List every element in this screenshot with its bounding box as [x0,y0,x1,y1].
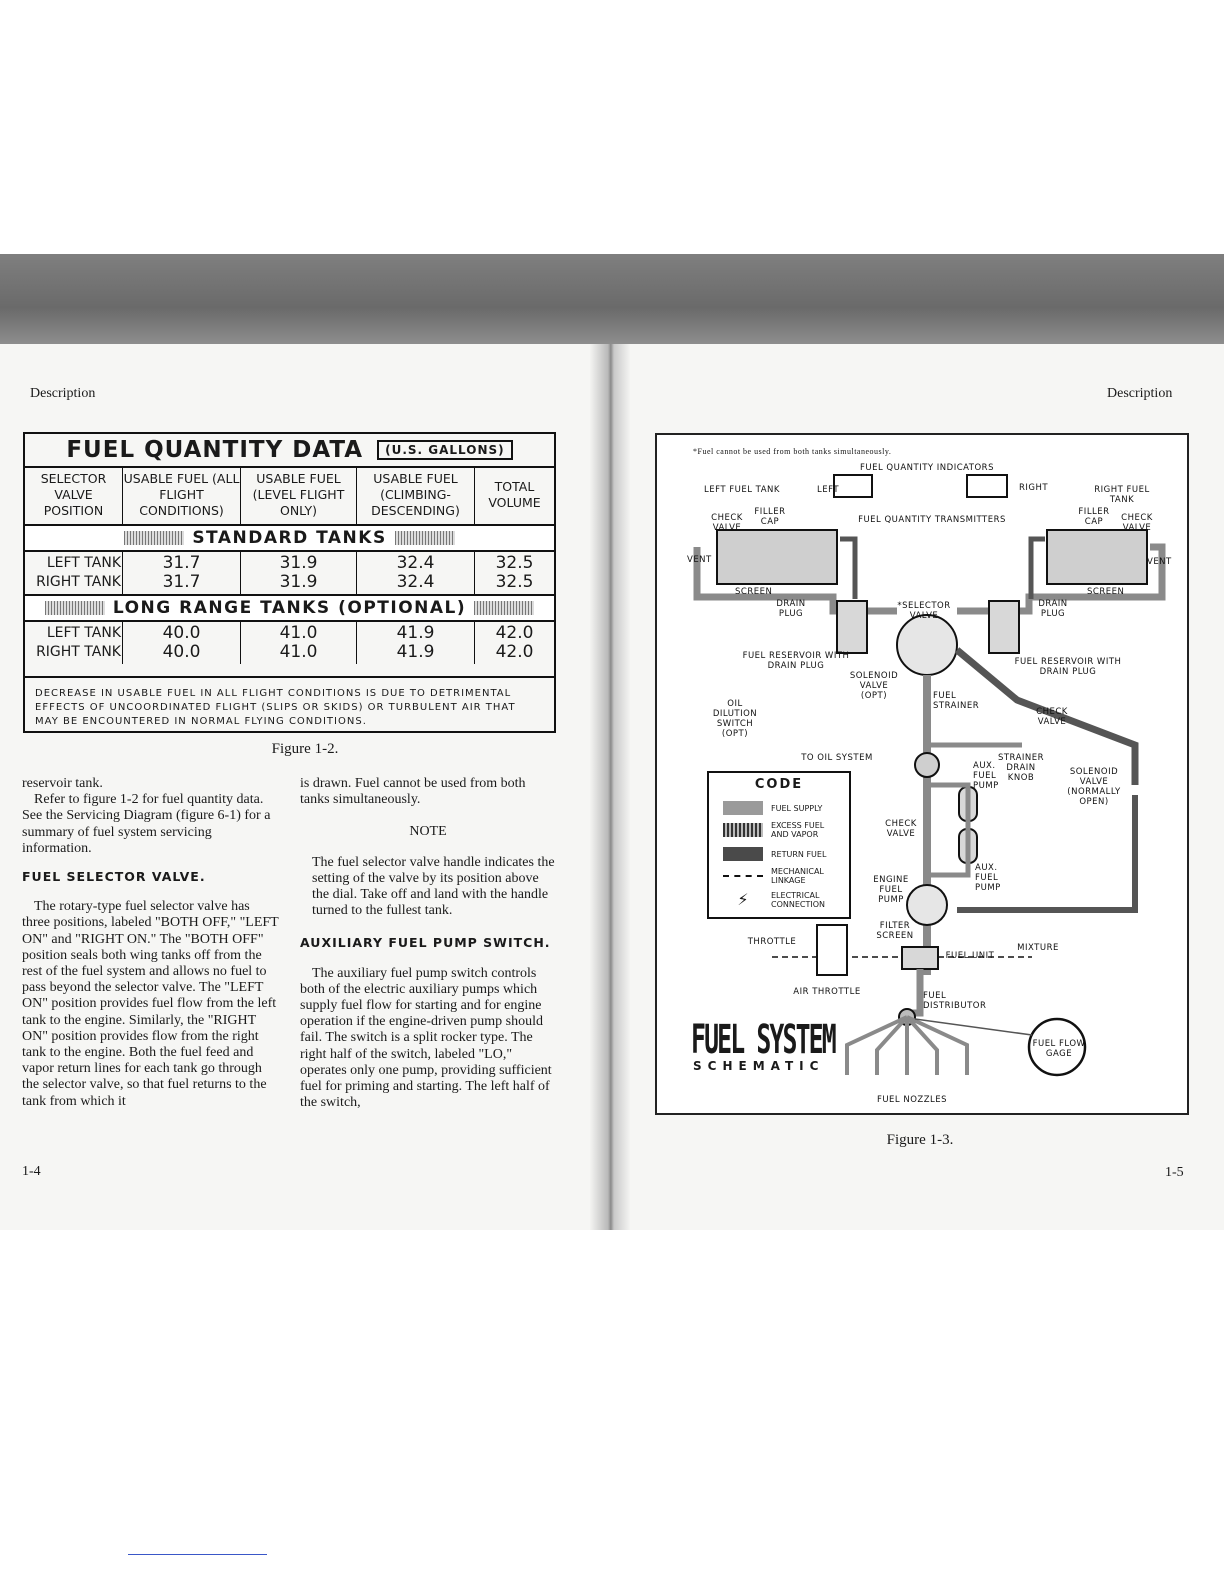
label-vent-right: VENT [1147,557,1172,567]
label-filler-cap-right: FILLER CAP [1078,507,1110,527]
right-indicator-shape [967,475,1007,497]
std-left-v4: 32.5 [495,553,534,573]
figure-caption-right: Figure 1-3. [886,1132,954,1148]
label-qty-indicators: FUEL QUANTITY INDICATORS [860,463,994,473]
label-mixture: MIXTURE [1017,943,1059,953]
label-left-fuel-tank: LEFT FUEL TANK [704,485,780,495]
long-range-label: LONG RANGE TANKS (OPTIONAL) [112,598,467,618]
folio-right: 1-5 [1165,1165,1184,1180]
right-tank-shape [1047,530,1147,584]
header-climbing: USABLE FUEL (CLIMBING-DESCENDING) [371,471,460,518]
left-indicator-shape [834,475,872,497]
figure-caption-left: Figure 1-2. [271,741,339,757]
left-tank-shape [717,530,837,584]
label-filter-screen: FILTER SCREEN [876,921,914,941]
label-aux-pump-1: AUX. FUEL PUMP [973,761,999,791]
label-reservoir-left: FUEL RESERVOIR WITH DRAIN PLUG [742,651,850,671]
label-screen-left: SCREEN [735,587,773,597]
paragraph: Refer to figure 1-2 for fuel quantity data. See the Servicing Diagram (figure 6-1) for a summary of fuel system servicing information. [22,792,271,856]
label-filler-cap-left: FILLER CAP [754,507,786,527]
lightning-icon: ⚡ [737,890,749,909]
running-head-left: Description [30,386,96,401]
legend-swatch [723,801,763,815]
book-gutter [590,344,630,1230]
fuel-unit-shape [902,947,938,969]
label-right-indicator: RIGHT [1019,483,1049,493]
section-heading: AUXILIARY FUEL PUMP SWITCH. [300,935,551,951]
fuel-quantity-table [23,432,556,733]
paragraph: The auxiliary fuel pump switch controls both of the electric auxiliary pumps which supply fuel flow for starting and for engine operation if the engine-driven pump should fail. The switch is a split rocker type. The right half of the switch, labeled "LO," operates only one pump, providing sufficient fuel for priming and starting. The left half of the switch, [300,965,552,1111]
legend-label: RETURN FUEL [771,849,827,859]
label-oil-dilution: OIL DILUTION SWITCH (OPT) [712,699,758,739]
left-reservoir-shape [837,601,867,653]
std-left-v3: 32.4 [396,553,435,573]
lr-right-label: RIGHT TANK [36,644,121,660]
distributor-feed [907,969,920,1013]
label-fuel-distributor: FUEL DISTRIBUTOR [923,991,987,1011]
strainer-shape [915,753,939,777]
std-right-v4: 32.5 [495,572,534,592]
lr-right-v4: 42.0 [495,642,534,662]
legend-swatch [723,875,763,877]
legend-row-return [723,845,826,863]
label-vent-left: VENT [687,555,712,565]
engine-pump-shape [907,885,947,925]
label-solenoid-normally-open: SOLENOID VALVE (NORMALLY OPEN) [1067,767,1121,807]
table-title-bar [25,434,554,468]
header-all-flight: USABLE FUEL (ALL FLIGHT CONDITIONS) [123,471,240,518]
legend-label: FUEL SUPPLY [771,803,823,813]
label-fuel-strainer: FUEL STRAINER [933,691,980,711]
label-air-throttle: AIR THROTTLE [793,987,861,997]
lr-left-v3: 41.9 [396,623,435,643]
paragraph: reservoir tank. [22,776,103,791]
legend-label: ELECTRICAL CONNECTION [771,891,826,909]
header-total-volume: TOTAL VOLUME [488,479,541,510]
lr-left-label: LEFT TANK [46,625,121,641]
scanner-top-band [0,254,1224,344]
label-aux-pump-2: AUX. FUEL PUMP [975,863,1001,893]
std-right-v3: 32.4 [396,572,435,592]
folio-left: 1-4 [22,1164,41,1179]
label-check-valve-left: CHECK VALVE [711,513,743,533]
schematic-title: FUEL SYSTEM [691,1017,835,1063]
label-check-valve-mid: CHECK VALVE [1036,707,1068,727]
label-throttle: THROTTLE [747,937,797,947]
nozzle-lines [847,1017,967,1075]
label-strainer-drain: STRAINER DRAIN KNOB [997,753,1045,783]
std-right-v2: 31.9 [279,572,318,592]
lr-left-v4: 42.0 [495,623,534,643]
paragraph: is drawn. Fuel cannot be used from both tanks simultaneously. [300,776,526,808]
label-to-oil-system: TO OIL SYSTEM [801,753,873,763]
legend-row-excess [723,821,841,839]
label-left-indicator: LEFT [817,485,840,495]
standard-tanks-label: STANDARD TANKS [192,528,387,548]
std-left-v2: 31.9 [279,553,318,573]
legend-swatch [723,847,763,861]
legend-row-supply [723,799,822,817]
label-fuel-unit: FUEL UNIT [945,951,995,961]
legend-row-mechanical [723,867,841,885]
standard-tanks-band [25,526,554,550]
legend-row-electrical [723,891,841,909]
section-heading: FUEL SELECTOR VALVE. [22,869,206,885]
left-column-1 [22,776,279,1110]
std-right-label: RIGHT TANK [36,574,121,590]
label-transmitters: FUEL QUANTITY TRANSMITTERS [858,515,1006,525]
paragraph: The rotary-type fuel selector valve has three positions, labeled "BOTH OFF," "LEFT ON" and "RIGHT ON." The "BOTH OFF" position seals both wing tanks off from the rest of the fuel system and allows no fuel to pass beyond the selector valve. The "LEFT ON" position provides fuel flow from the left tank to the engine. Similarly, the "RIGHT ON" position provides flow from the right tank to the engine. Both the fuel feed and vapor return lines for each tank go through the selector valve, so that fuel returns to the tank from which it [22,899,279,1109]
label-engine-pump: ENGINE FUEL PUMP [873,875,909,905]
legend-label: EXCESS FUEL AND VAPOR [771,821,825,839]
note-text: The fuel selector valve handle indicates the setting of the valve by its position above the dial. Take off and land with the handle turned to the fullest tank. [312,854,555,919]
left-return-line [840,539,855,599]
air-throttle-shape [817,925,847,975]
legend-label: MECHANICAL LINKAGE [771,867,824,885]
code-title: CODE [754,777,804,792]
running-head-right: Description [1107,386,1173,401]
label-drain-plug-left: DRAIN PLUG [776,599,806,619]
header-level-flight: USABLE FUEL (LEVEL FLIGHT ONLY) [252,471,345,518]
label-solenoid-opt: SOLENOID VALVE (OPT) [849,671,899,701]
label-fuel-nozzles: FUEL NOZZLES [876,1095,948,1105]
note-heading: NOTE [409,824,447,840]
lr-right-v2: 41.0 [279,642,318,662]
table-units: (U.S. GALLONS) [377,440,513,460]
diagram-footnote: *Fuel cannot be used from both tanks simultaneously. [693,447,892,456]
left-column-2 [300,776,556,1111]
lr-right-v1: 40.0 [162,642,201,662]
schematic-subtitle: SCHEMATIC [693,1059,825,1073]
legend-swatch [723,823,763,837]
fuel-system-schematic [655,433,1189,1115]
lr-right-v3: 41.9 [396,642,435,662]
label-fuel-flow-gage: FUEL FLOW GAGE [1032,1039,1086,1059]
bottom-link-line [128,1554,267,1555]
label-check-valve-right: CHECK VALVE [1121,513,1153,533]
table-title: FUEL QUANTITY DATA [66,437,364,463]
std-left-label: LEFT TANK [46,555,121,571]
code-legend [707,771,851,919]
lr-left-v1: 40.0 [162,623,201,643]
label-drain-plug-right: DRAIN PLUG [1038,599,1068,619]
label-reservoir-right: FUEL RESERVOIR WITH DRAIN PLUG [1014,657,1122,677]
right-return-line [1031,539,1045,599]
table-footnote: DECREASE IN USABLE FUEL IN ALL FLIGHT CONDITIONS IS DUE TO DETRIMENTAL EFFECTS OF UNCOORDINATED FLIGHT (SLIPS OR SKIDS) OR TURBULENT AIR THAT MAY BE ENCOUNTERED IN NORMAL FLYING CONDITIONS. [35,688,516,727]
header-selector: SELECTOR VALVE POSITION [40,471,107,518]
label-screen-right: SCREEN [1087,587,1125,597]
std-left-v1: 31.7 [162,553,201,573]
label-check-valve-lower: CHECK VALVE [885,819,917,839]
lr-left-v2: 41.0 [279,623,318,643]
label-selector-valve: *SELECTOR VALVE [897,601,951,621]
right-reservoir-shape [989,601,1019,653]
label-right-fuel-tank: RIGHT FUEL TANK [1094,485,1150,505]
std-right-v1: 31.7 [162,572,201,592]
selector-valve-shape [897,615,957,675]
long-range-band [25,596,554,620]
